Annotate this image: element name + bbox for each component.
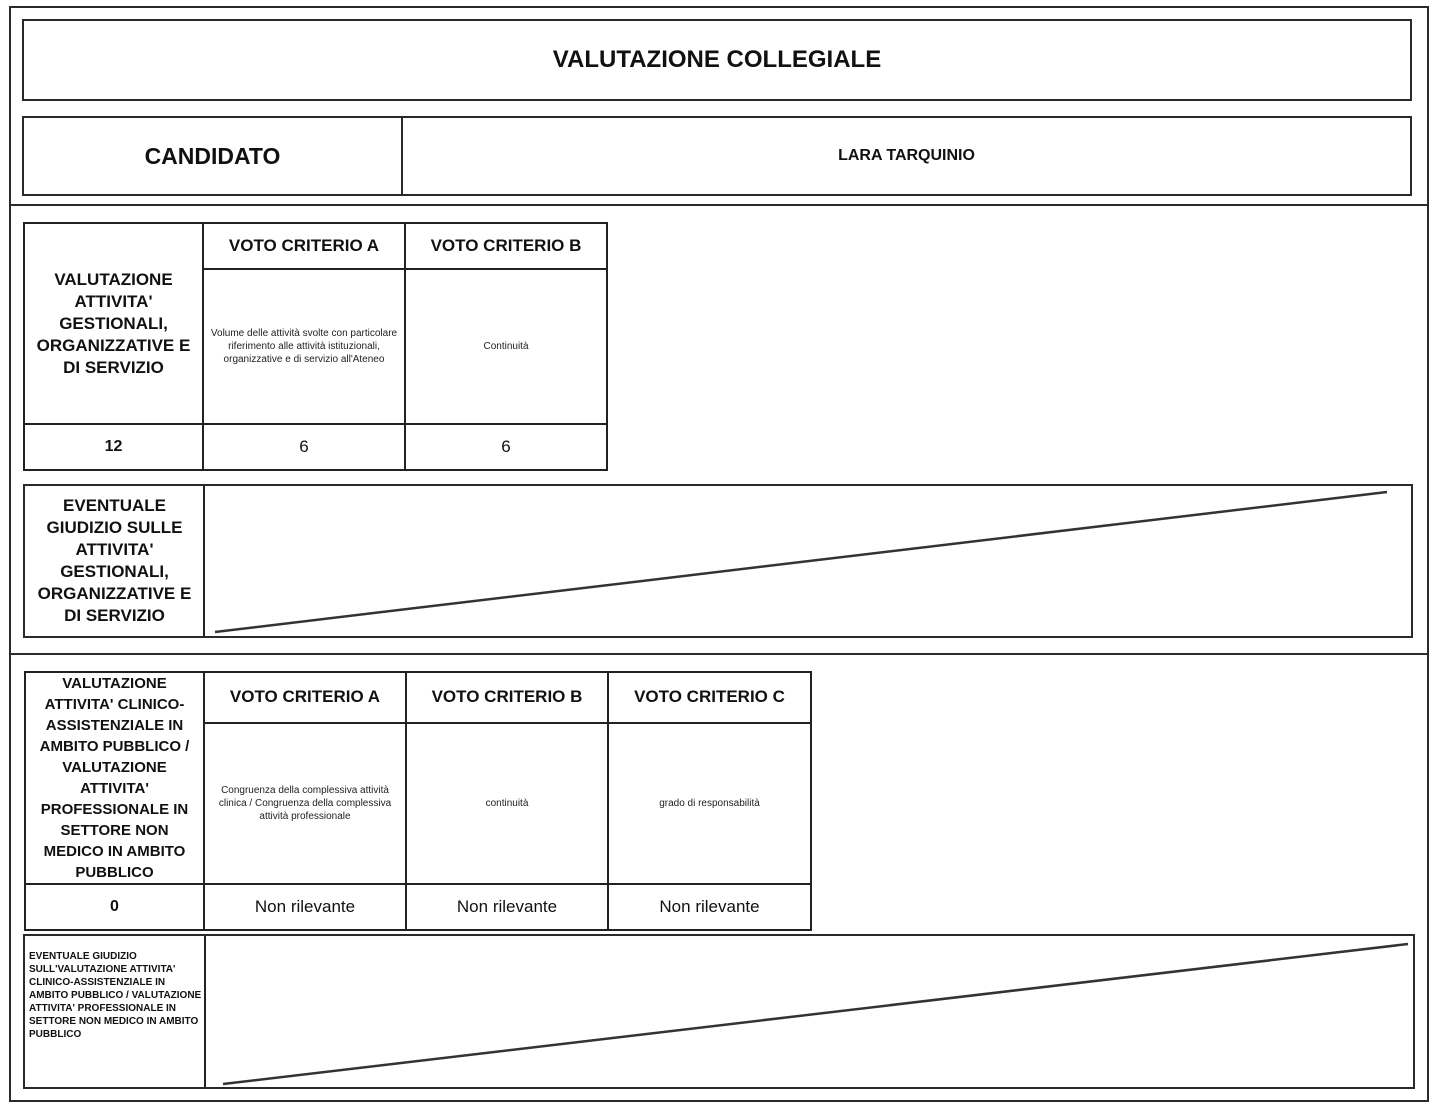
candidate-label-box — [22, 116, 403, 196]
gestionali-total: 12 — [24, 424, 203, 470]
clinico-criterion-a-description: Congruenza della complessiva attività clinica / Congruenza della complessiva attività professionale — [204, 723, 406, 884]
gestionali-criterion-a-description: Volume delle attività svolte con particolare riferimento alle attività istituzionali, organizzative e di servizio all'Ateneo — [203, 269, 405, 424]
gestionali-table — [23, 222, 608, 471]
clinico-total: 0 — [25, 884, 204, 930]
gestionali-criterion-a-title: VOTO CRITERIO A — [203, 223, 405, 269]
clinico-criterion-b-title: VOTO CRITERIO B — [406, 672, 608, 723]
clinico-judgement-label: EVENTUALE GIUDIZIO SULL'VALUTAZIONE ATTIVITA' CLINICO-ASSISTENZIALE IN AMBITO PUBBLICO / VALUTAZIONE ATTIVITA' PROFESSIONALE IN SETTORE NON MEDICO IN AMBITO PUBBLICO — [29, 951, 202, 1040]
candidate-name-box — [401, 116, 1412, 196]
clinico-criterion-c-title: VOTO CRITERIO C — [608, 672, 811, 723]
clinico-judgement-strikethrough — [25, 936, 1413, 1087]
gestionali-criterion-a-vote: 6 — [203, 424, 405, 470]
gestionali-judgement-strikethrough — [25, 486, 1411, 636]
title-box — [22, 19, 1412, 101]
clinico-criterion-b-vote: Non rilevante — [406, 884, 608, 930]
clinico-criterion-c-description: grado di responsabilità — [608, 723, 811, 884]
clinico-section-label: VALUTAZIONE ATTIVITA' CLINICO-ASSISTENZIALE IN AMBITO PUBBLICO / VALUTAZIONE ATTIVITA' PROFESSIONALE IN SETTORE NON MEDICO IN AMBITO PUBBLICO — [25, 672, 204, 884]
gestionali-criterion-b-vote: 6 — [405, 424, 607, 470]
section-divider — [9, 204, 1429, 206]
clinico-table — [24, 671, 812, 931]
gestionali-judgement-box — [23, 484, 1413, 638]
page-title: VALUTAZIONE COLLEGIALE — [552, 46, 882, 73]
gestionali-criterion-b-description: Continuità — [405, 269, 607, 424]
clinico-criterion-a-title: VOTO CRITERIO A — [204, 672, 406, 723]
clinico-judgement-box — [23, 934, 1415, 1089]
clinico-criterion-b-description: continuità — [406, 723, 608, 884]
candidate-name: LARA TARQUINIO — [838, 147, 975, 164]
gestionali-criterion-b-title: VOTO CRITERIO B — [405, 223, 607, 269]
section-divider — [9, 653, 1429, 655]
clinico-criterion-c-vote: Non rilevante — [608, 884, 811, 930]
candidate-label: CANDIDATO — [144, 142, 281, 169]
clinico-criterion-a-vote: Non rilevante — [204, 884, 406, 930]
gestionali-judgement-label: EVENTUALE GIUDIZIO SULLE ATTIVITA' GESTIONALI, ORGANIZZATIVE E DI SERVIZIO — [37, 496, 192, 625]
gestionali-section-label: VALUTAZIONE ATTIVITA' GESTIONALI, ORGANIZZATIVE E DI SERVIZIO — [24, 223, 203, 424]
